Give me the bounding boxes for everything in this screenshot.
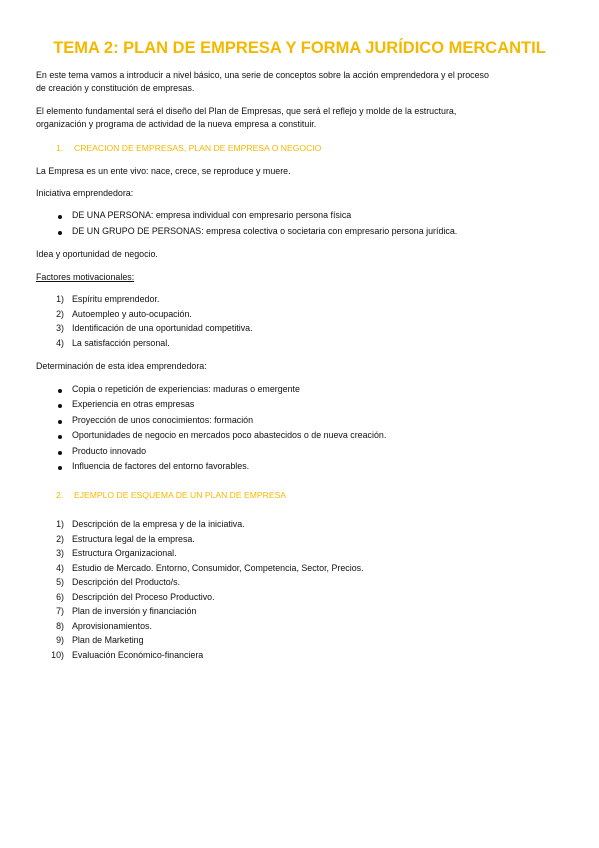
- iniciativa-label: Iniciativa emprendedora:: [36, 188, 134, 198]
- section2-number: 2.: [56, 490, 64, 500]
- list-item: Proyección de unos conocimientos: formación: [72, 415, 254, 425]
- list-item: Experiencia en otras empresas: [72, 399, 195, 409]
- list-item: Estructura Organizacional.: [72, 548, 177, 558]
- list-item: Estudio de Mercado. Entorno, Consumidor, Competencia, Sector, Precios.: [72, 563, 364, 573]
- list-number: 3): [56, 323, 64, 333]
- list-number: 2): [56, 534, 64, 544]
- list-number: 1): [56, 294, 64, 304]
- list-item: Plan de inversión y financiación: [72, 606, 197, 616]
- list-item: Producto innovado: [72, 446, 147, 456]
- list-item: Identificación de una oportunidad competitiva.: [72, 323, 253, 333]
- section1-number: 1.: [56, 143, 64, 153]
- list-number: 8): [56, 621, 64, 631]
- list-item: Copia o repetición de experiencias: maduras o emergente: [72, 384, 300, 394]
- bullet-icon: [58, 420, 62, 424]
- list-item: Estructura legal de la empresa.: [72, 534, 195, 544]
- determinacion-label: Determinación de esta idea emprendedora:: [36, 361, 207, 371]
- section1-heading-text: CREACION DE EMPRESAS, PLAN DE EMPRESA O NEGOCIO: [74, 143, 322, 153]
- list-number: 10): [51, 650, 64, 660]
- bullet-icon: [58, 389, 62, 393]
- lifecycle-text: La Empresa es un ente vivo: nace, crece, se reproduce y muere.: [36, 166, 291, 176]
- list-item: Espíritu emprendedor.: [72, 294, 160, 304]
- list-item: Plan de Marketing: [72, 635, 144, 645]
- bullet-icon: [58, 231, 62, 235]
- list-item: DE UN GRUPO DE PERSONAS: empresa colectiva o societaria con empresario persona jurídica.: [72, 226, 458, 236]
- list-number: 7): [56, 606, 64, 616]
- list-item: Aprovisionamientos.: [72, 621, 152, 631]
- bullet-icon: [58, 451, 62, 455]
- intro-p2-line2: organización y programa de actividad de la nueva empresa a constituir.: [36, 119, 317, 129]
- intro-p1-line2: de creación y constitución de empresas.: [36, 83, 195, 93]
- bullet-icon: [58, 404, 62, 408]
- list-number: 9): [56, 635, 64, 645]
- list-item: Influencia de factores del entorno favorables.: [72, 461, 250, 471]
- list-item: Autoempleo y auto-ocupación.: [72, 309, 192, 319]
- list-number: 4): [56, 338, 64, 348]
- list-item: La satisfacción personal.: [72, 338, 170, 348]
- list-number: 5): [56, 577, 64, 587]
- bullet-icon: [58, 435, 62, 439]
- list-item: Descripción del Proceso Productivo.: [72, 592, 215, 602]
- list-number: 1): [56, 519, 64, 529]
- intro-p1-line1: En este tema vamos a introducir a nivel básico, una serie de conceptos sobre la acción emprendedora y el proceso: [36, 70, 489, 80]
- section2-heading-text: EJEMPLO DE ESQUEMA DE UN PLAN DE EMPRESA: [74, 490, 287, 500]
- factores-label: Factores motivacionales:: [36, 272, 135, 282]
- bullet-icon: [58, 215, 62, 219]
- list-number: 4): [56, 563, 64, 573]
- list-item: DE UNA PERSONA: empresa individual con empresario persona física: [72, 210, 352, 220]
- list-number: 3): [56, 548, 64, 558]
- idea-text: Idea y oportunidad de negocio.: [36, 249, 158, 259]
- intro-p2-line1: El elemento fundamental será el diseño del Plan de Empresas, que será el reflejo y molde de la estructura,: [36, 106, 457, 116]
- list-number: 2): [56, 309, 64, 319]
- list-item: Descripción de la empresa y de la iniciativa.: [72, 519, 245, 529]
- list-number: 6): [56, 592, 64, 602]
- list-item: Descripción del Producto/s.: [72, 577, 181, 587]
- list-item: Evaluación Económico-financiera: [72, 650, 204, 660]
- page-title: TEMA 2: PLAN DE EMPRESA Y FORMA JURÍDICO MERCANTIL: [53, 39, 546, 57]
- bullet-icon: [58, 466, 62, 470]
- list-item: Oportunidades de negocio en mercados poco abastecidos o de nueva creación.: [72, 430, 387, 440]
